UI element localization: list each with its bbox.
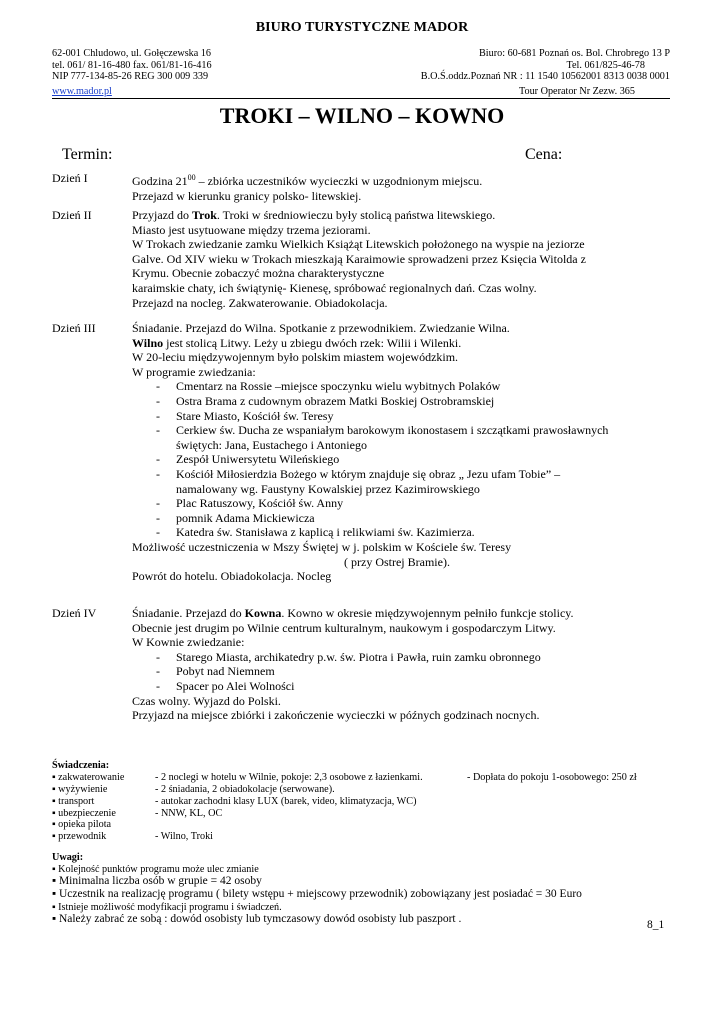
- list-item-text: Cerkiew św. Ducha ze wspaniałym barokowym ikonostasem i szczątkami prawosławnych: [176, 423, 609, 438]
- list-item: [132, 664, 672, 679]
- day-2-line: Galve. Od XIV wieku w Trokach mieszkają Karaimowie sprowadzeni przez Księcia Witolda z: [132, 251, 586, 266]
- remark-item: ▪ Minimalna liczba osób w grupie = 42 osoby: [52, 875, 262, 887]
- dash-bullet: -: [156, 510, 160, 525]
- day-3-line: Możliwość uczestniczenia w Mszy Świętej w j. polskim w Kościele św. Teresy: [132, 539, 512, 554]
- text: – zbiórka uczestników wycieczki w uzgodnionym miejscu.: [195, 174, 483, 188]
- day-4-line: W Kownie zwiedzanie:: [132, 635, 245, 650]
- place-name: Wilno: [132, 335, 164, 350]
- bank-account-line: B.O.Ś.oddz.Poznań NR : 11 1540 10562001 8313 0038 0001: [420, 71, 670, 83]
- place-name: Kowna: [244, 606, 282, 620]
- day-4-line: Czas wolny. Wyjazd do Polski.: [132, 693, 281, 708]
- list-item: [132, 679, 672, 694]
- remark-item: ▪ Istnieje możliwość modyfikacji programu i świadczeń.: [52, 901, 282, 913]
- benefits-section: [52, 760, 682, 843]
- tax-id-line: NIP 777-134-85-26 REG 300 009 339: [52, 71, 209, 83]
- benefit-row: [52, 784, 682, 796]
- day-2-label: Dzień II: [52, 208, 92, 222]
- day-4-line: [132, 606, 672, 621]
- benefits-title-row: [52, 760, 682, 772]
- phone-fax-line: tel. 061/ 81-16-480 fax. 061/81-16-416: [52, 59, 212, 71]
- benefit-value: - autokar zachodni klasy LUX (barek, video, klimatyzacja, WC): [155, 795, 417, 807]
- list-item-text: pomnik Adama Mickiewicza: [176, 510, 315, 525]
- dash-bullet: -: [156, 393, 160, 408]
- day-4-line: Obecnie jest drugim po Wilnie centrum kulturalnym, naukowym i gospodarczym Litwy.: [132, 620, 556, 635]
- dash-bullet: -: [156, 664, 160, 679]
- day-3-description: [132, 321, 672, 584]
- text: . Kowno w okresie międzywojennym pełniło funkcje stolicy.: [281, 606, 574, 620]
- benefit-label: ▪ ubezpieczenie: [52, 807, 116, 819]
- list-item-text: Katedra św. Stanisława z kaplicą i relikwiami św. Kazimierza.: [176, 525, 475, 540]
- list-item: [132, 423, 672, 438]
- day-3-line: W 20-leciu międzywojennym było polskim miastem wojewódzkim.: [132, 350, 459, 365]
- list-item-text: Stare Miasto, Kościół św. Teresy: [176, 408, 334, 423]
- text: . Troki w średniowieczu były stolicą państwa litewskiego.: [216, 208, 496, 222]
- benefit-label: ▪ zakwaterowanie: [52, 771, 125, 783]
- text: Godzina 21: [132, 174, 188, 188]
- office-address-line: Biuro: 60-681 Poznań os. Bol. Chrobrego 13 P: [478, 48, 670, 59]
- day-2-line: Przejazd na nocleg. Zakwaterowanie. Obiadokolacja.: [132, 295, 388, 310]
- benefit-row: [52, 808, 682, 820]
- day-2-line: Krymu. Obecnie zobaczyć można charakterystyczne: [132, 266, 385, 281]
- list-item: [132, 496, 672, 511]
- address-line: 62-001 Chludowo, ul. Gołęczewska 16: [52, 48, 212, 59]
- list-item: [132, 511, 672, 526]
- office-phone-line: Tel. 061/825-46-78: [566, 59, 645, 71]
- benefit-row: [52, 831, 682, 843]
- remarks-title-text: Uwagi:: [52, 852, 84, 863]
- remark-item: ▪ Uczestnik na realizację programu ( bilety wstępu + miejscowy przewodnik) zobowiązany jest posiadać = 30 Euro: [52, 888, 582, 901]
- day-1-description: [132, 171, 672, 203]
- page-number: 8_1: [647, 919, 665, 931]
- list-item: [132, 467, 672, 482]
- dash-bullet: -: [156, 496, 160, 511]
- document-title: TROKI – WILNO – KOWNO: [219, 103, 505, 128]
- remark-item: ▪ Należy zabrać ze sobą : dowód osobisty lub tymczasowy dowód osobisty lub paszport .: [52, 913, 462, 926]
- place-name: Trok: [191, 208, 217, 222]
- text: jest stolicą Litwy. Leży u zbiegu dwóch rzek: Wilii i Wilenki.: [163, 335, 462, 350]
- benefit-label: ▪ transport: [52, 795, 95, 807]
- remarks-title: [52, 852, 672, 864]
- benefit-label: ▪ przewodnik: [52, 831, 107, 843]
- dash-bullet: -: [156, 678, 160, 693]
- dash-bullet: -: [156, 379, 160, 394]
- termin-label: Termin:: [62, 146, 113, 163]
- list-item-text: Cmentarz na Rossie –miejsce spoczynku wielu wybitnych Polaków: [176, 379, 501, 394]
- list-item: [132, 409, 672, 424]
- list-item: [132, 650, 672, 665]
- dash-bullet: -: [156, 649, 160, 664]
- list-item: [132, 525, 672, 540]
- benefits-title: Świadczenia:: [52, 760, 110, 771]
- list-item-text: Zespół Uniwersytetu Wileńskiego: [176, 452, 340, 467]
- dash-bullet: -: [156, 452, 160, 467]
- dash-bullet: -: [156, 525, 160, 540]
- day-2-description: [132, 208, 672, 310]
- company-address-block: [52, 48, 212, 83]
- website-link[interactable]: www.mador.pl: [52, 86, 112, 97]
- day-4-label: Dzień IV: [52, 606, 97, 620]
- benefit-label: ▪ opieka pilota: [52, 819, 112, 831]
- day-2-line: karaimskie chaty, ich świątynię- Kienesę, spróbować regionalnych dań. Czas wolny.: [132, 280, 537, 295]
- benefit-label: ▪ wyżywienie: [52, 783, 108, 795]
- day-3-line: Powrót do hotelu. Obiadokolacja. Nocleg: [132, 569, 332, 584]
- office-address-block: [380, 48, 670, 83]
- benefit-row: [52, 819, 682, 831]
- list-item-text: Starego Miasta, archikatedry p.w. św. Piotra i Pawła, ruin zamku obronnego: [176, 649, 541, 664]
- dash-bullet: -: [156, 466, 160, 481]
- benefit-value: - NNW, KL, OC: [155, 807, 223, 819]
- benefit-value: - 2 śniadania, 2 obiadokolacje (serwowane).: [155, 783, 335, 795]
- list-item-text: Kościół Miłosierdzia Bożego w którym znajduje się obraz „ Jezu ufam Tobie” –: [176, 466, 561, 481]
- list-item-continuation: namalowany wg. Faustyny Kowalskiej przez Kazimirowskiego: [176, 481, 480, 496]
- list-item: [132, 452, 672, 467]
- list-item-text: Spacer po Alei Wolności: [176, 678, 295, 693]
- day-2-line: [132, 208, 672, 223]
- benefit-extra: - Dopłata do pokoju 1-osobowego: 250 zł: [467, 771, 637, 783]
- list-item-continuation: świętych: Jana, Eustachego i Antoniego: [176, 437, 367, 452]
- day-3-line: Śniadanie. Przejazd do Wilna. Spotkanie z przewodnikiem. Zwiedzanie Wilna.: [132, 321, 510, 335]
- remark-item: ▪ Kolejność punktów programu może ulec zmianie: [52, 863, 259, 875]
- text: Przyjazd do: [132, 208, 192, 222]
- dash-bullet: -: [156, 423, 160, 438]
- day-3-line: ( przy Ostrej Bramie).: [344, 554, 450, 569]
- list-item-text: Plac Ratuszowy, Kościół św. Anny: [176, 496, 344, 511]
- day-3-label: Dzień III: [52, 321, 96, 335]
- benefit-row: [52, 772, 682, 784]
- list-item: [132, 379, 672, 394]
- text: Śniadanie. Przejazd do: [132, 606, 245, 620]
- remarks-section: [52, 852, 672, 927]
- day-4-description: [132, 606, 672, 723]
- benefit-value: - 2 noclegi w hotelu w Wilnie, pokoje: 2,3 osobowe z łazienkami.: [155, 771, 423, 783]
- benefit-value: - Wilno, Troki: [155, 831, 213, 843]
- tour-operator-license: Tour Operator Nr Zezw. 365: [518, 86, 635, 97]
- day-2-line: W Trokach zwiedzanie zamku Wielkich Książąt Litewskich położonego na wyspie na jeziorze: [132, 237, 585, 252]
- cena-label: Cena:: [525, 146, 563, 163]
- benefit-row: [52, 796, 682, 808]
- day-3-line: W programie zwiedzania:: [132, 364, 256, 379]
- day-1-label: Dzień I: [52, 171, 88, 185]
- dash-bullet: -: [156, 408, 160, 423]
- day-3-line: [132, 336, 672, 351]
- header-divider: [52, 98, 670, 99]
- superscript: 00: [187, 173, 196, 182]
- day-2-line: Miasto jest usytuowane między trzema jeziorami.: [132, 222, 371, 237]
- list-item-text: Pobyt nad Niemnem: [176, 664, 275, 679]
- day-1-line: Przejazd w kierunku granicy polsko- litewskiej.: [132, 188, 362, 203]
- list-item: [132, 394, 672, 409]
- day-1-line: [132, 171, 672, 189]
- company-name: BIURO TURYSTYCZNE MADOR: [255, 20, 469, 35]
- day-4-line: Przyjazd na miejsce zbiórki i zakończenie wycieczki w późnych godzinach nocnych.: [132, 708, 540, 723]
- list-item-text: Ostra Brama z cudownym obrazem Matki Boskiej Ostrobramskiej: [176, 393, 495, 408]
